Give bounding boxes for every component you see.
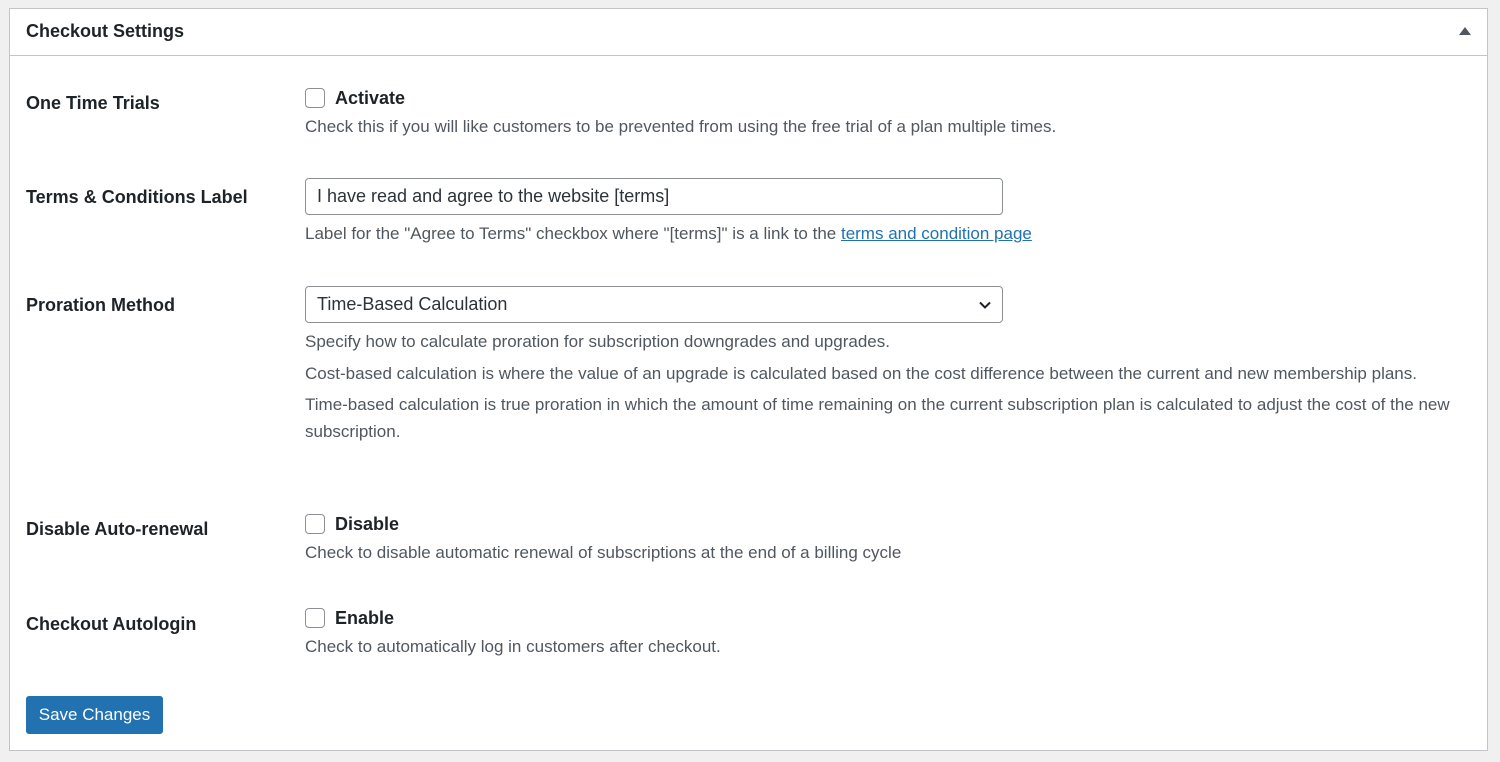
autologin-label: Checkout Autologin — [26, 614, 197, 634]
proration-description-3: Time-based calculation is true proration in which the amount of time remaining on the current subscription plan is calculated to adjust the cost of the new subscription. — [305, 395, 1450, 441]
chevron-down-icon — [978, 298, 992, 312]
auto-renewal-checkbox[interactable] — [305, 514, 325, 534]
proration-method-label: Proration Method — [26, 295, 175, 315]
auto-renewal-label: Disable Auto-renewal — [26, 519, 209, 539]
autologin-checkbox-label[interactable]: Enable — [335, 607, 395, 628]
save-changes-button[interactable]: Save Changes — [26, 696, 163, 734]
one-time-trials-description: Check this if you will like customers to be prevented from using the free trial of a plan multiple times. — [305, 117, 1057, 136]
checkout-settings-panel — [9, 8, 1488, 751]
one-time-trials-label: One Time Trials — [26, 93, 160, 113]
triangle-up-icon[interactable] — [1459, 27, 1471, 35]
auto-renewal-checkbox-label[interactable]: Disable — [335, 513, 400, 534]
terms-description — [305, 221, 1465, 248]
terms-condition-link[interactable]: terms and condition page — [840, 224, 1032, 243]
panel-header[interactable] — [10, 9, 1487, 56]
terms-label-input[interactable] — [305, 178, 1003, 215]
auto-renewal-description: Check to disable automatic renewal of subscriptions at the end of a billing cycle — [305, 543, 902, 562]
terms-description-text: Label for the "Agree to Terms" checkbox where "[terms]" is a link to the — [305, 224, 841, 243]
auto-renewal-field — [305, 513, 399, 535]
one-time-trials-checkbox[interactable] — [305, 88, 325, 108]
terms-label: Terms & Conditions Label — [26, 187, 248, 207]
panel-title: Checkout Settings — [26, 21, 185, 41]
autologin-description: Check to automatically log in customers after checkout. — [305, 637, 721, 656]
proration-description-2: Cost-based calculation is where the value of an upgrade is calculated based on the cost difference between the current and new membership plans. — [305, 363, 1417, 383]
proration-method-select[interactable] — [305, 286, 1003, 323]
one-time-trials-field — [305, 87, 405, 109]
autologin-checkbox[interactable] — [305, 608, 325, 628]
one-time-trials-checkbox-label[interactable]: Activate — [335, 87, 406, 108]
proration-description-1: Specify how to calculate proration for subscription downgrades and upgrades. — [305, 332, 890, 351]
proration-descriptions — [305, 329, 1455, 445]
autologin-field — [305, 607, 394, 629]
proration-selected-value: Time-Based Calculation — [317, 294, 508, 314]
